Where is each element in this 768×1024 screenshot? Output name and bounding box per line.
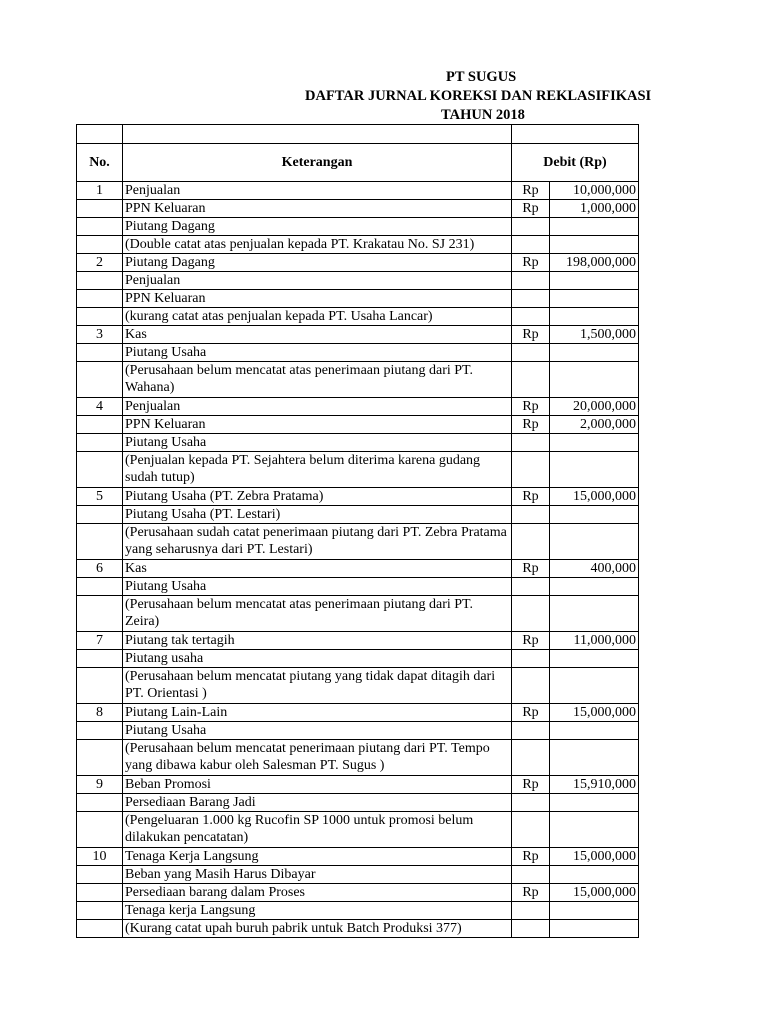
row-description: Piutang usaha: [123, 650, 512, 668]
table-row: [77, 740, 639, 776]
document-header: [0, 0, 768, 130]
row-description: Piutang Dagang: [123, 218, 512, 236]
row-amount: [550, 596, 639, 632]
table-row: [77, 794, 639, 812]
row-amount: [550, 794, 639, 812]
table-row: [77, 524, 639, 560]
row-number: 5: [77, 488, 123, 506]
journal-body: [77, 182, 639, 938]
row-number: [77, 452, 123, 488]
table-row: [77, 920, 639, 938]
table-row: [77, 866, 639, 884]
row-currency: [512, 578, 550, 596]
row-currency: [512, 290, 550, 308]
row-currency: Rp: [512, 398, 550, 416]
row-description: Piutang tak tertagih: [123, 632, 512, 650]
row-description: Penjualan: [123, 398, 512, 416]
row-description: (Pengeluaran 1.000 kg Rucofin SP 1000 untuk promosi belum dilakukan pencatatan): [123, 812, 512, 848]
row-number: [77, 416, 123, 434]
row-amount: 15,000,000: [550, 884, 639, 902]
row-amount: 10,000,000: [550, 182, 639, 200]
table-row: [77, 254, 639, 272]
row-number: [77, 290, 123, 308]
row-number: [77, 650, 123, 668]
row-number: [77, 236, 123, 254]
row-number: [77, 812, 123, 848]
row-amount: 1,000,000: [550, 200, 639, 218]
row-currency: [512, 236, 550, 254]
row-description: Piutang Usaha: [123, 578, 512, 596]
row-number: 9: [77, 776, 123, 794]
document-year: TAHUN 2018: [441, 107, 525, 123]
row-number: [77, 506, 123, 524]
row-description: (Penjualan kepada PT. Sejahtera belum diterima karena gudang sudah tutup): [123, 452, 512, 488]
row-amount: [550, 362, 639, 398]
row-currency: [512, 650, 550, 668]
row-currency: Rp: [512, 488, 550, 506]
col-header-no: No.: [77, 144, 123, 182]
table-row: [77, 236, 639, 254]
row-currency: [512, 344, 550, 362]
row-amount: 11,000,000: [550, 632, 639, 650]
blank-row: [77, 125, 639, 144]
company-name: PT SUGUS: [446, 69, 517, 85]
row-description: Tenaga kerja Langsung: [123, 902, 512, 920]
table-row: [77, 812, 639, 848]
row-amount: [550, 236, 639, 254]
table-row: [77, 650, 639, 668]
row-currency: [512, 506, 550, 524]
row-amount: [550, 668, 639, 704]
table-row: [77, 560, 639, 578]
table-header-row: [77, 144, 639, 182]
row-currency: Rp: [512, 632, 550, 650]
row-number: [77, 902, 123, 920]
row-currency: Rp: [512, 200, 550, 218]
row-description: Persediaan Barang Jadi: [123, 794, 512, 812]
row-number: [77, 920, 123, 938]
row-currency: Rp: [512, 326, 550, 344]
row-amount: 20,000,000: [550, 398, 639, 416]
row-currency: Rp: [512, 884, 550, 902]
row-currency: [512, 308, 550, 326]
row-currency: [512, 362, 550, 398]
row-amount: [550, 866, 639, 884]
row-amount: [550, 308, 639, 326]
row-description: PPN Keluaran: [123, 290, 512, 308]
row-description: Kas: [123, 560, 512, 578]
row-currency: [512, 812, 550, 848]
row-number: [77, 578, 123, 596]
row-description: PPN Keluaran: [123, 200, 512, 218]
row-currency: [512, 596, 550, 632]
row-currency: [512, 866, 550, 884]
row-number: [77, 434, 123, 452]
table-row: [77, 902, 639, 920]
row-number: 3: [77, 326, 123, 344]
table-row: [77, 344, 639, 362]
row-number: [77, 308, 123, 326]
row-amount: [550, 524, 639, 560]
table-row: [77, 290, 639, 308]
row-number: [77, 668, 123, 704]
table-row: [77, 596, 639, 632]
row-description: PPN Keluaran: [123, 416, 512, 434]
table-row: [77, 272, 639, 290]
row-amount: [550, 650, 639, 668]
table-row: [77, 308, 639, 326]
row-currency: Rp: [512, 704, 550, 722]
row-number: [77, 272, 123, 290]
table-row: [77, 632, 639, 650]
row-amount: 1,500,000: [550, 326, 639, 344]
row-currency: Rp: [512, 848, 550, 866]
row-description: Kas: [123, 326, 512, 344]
table-row: [77, 416, 639, 434]
row-amount: [550, 452, 639, 488]
row-description: Piutang Dagang: [123, 254, 512, 272]
row-description: Penjualan: [123, 182, 512, 200]
row-description: (kurang catat atas penjualan kepada PT. Usaha Lancar): [123, 308, 512, 326]
row-description: (Perusahaan sudah catat penerimaan piutang dari PT. Zebra Pratama yang seharusnya dari PT. Lestari): [123, 524, 512, 560]
table-row: [77, 182, 639, 200]
row-amount: [550, 434, 639, 452]
row-currency: [512, 524, 550, 560]
row-number: [77, 362, 123, 398]
row-amount: [550, 506, 639, 524]
row-currency: [512, 920, 550, 938]
row-amount: 15,000,000: [550, 488, 639, 506]
row-description: (Perusahaan belum mencatat penerimaan piutang dari PT. Tempo yang dibawa kabur oleh Salesman PT. Sugus ): [123, 740, 512, 776]
table-row: [77, 218, 639, 236]
row-number: [77, 200, 123, 218]
row-amount: 2,000,000: [550, 416, 639, 434]
row-number: [77, 794, 123, 812]
row-amount: [550, 344, 639, 362]
table-row: [77, 704, 639, 722]
table-row: [77, 776, 639, 794]
col-header-keterangan: Keterangan: [123, 144, 512, 182]
table-row: [77, 884, 639, 902]
row-number: 8: [77, 704, 123, 722]
table-row: [77, 200, 639, 218]
table-row: [77, 488, 639, 506]
row-amount: 15,000,000: [550, 704, 639, 722]
row-amount: [550, 272, 639, 290]
row-currency: [512, 434, 550, 452]
row-number: 7: [77, 632, 123, 650]
journal-table: [76, 124, 639, 938]
row-currency: [512, 272, 550, 290]
table-row: [77, 398, 639, 416]
row-number: 4: [77, 398, 123, 416]
table-row: [77, 722, 639, 740]
row-number: 6: [77, 560, 123, 578]
row-amount: [550, 740, 639, 776]
row-amount: [550, 290, 639, 308]
row-currency: [512, 218, 550, 236]
table-row: [77, 668, 639, 704]
row-currency: [512, 722, 550, 740]
row-description: Piutang Usaha: [123, 344, 512, 362]
table-row: [77, 434, 639, 452]
row-amount: 15,000,000: [550, 848, 639, 866]
row-number: [77, 722, 123, 740]
table-row: [77, 452, 639, 488]
row-currency: Rp: [512, 560, 550, 578]
table-row: [77, 326, 639, 344]
row-number: [77, 344, 123, 362]
row-number: 2: [77, 254, 123, 272]
row-number: 10: [77, 848, 123, 866]
row-description: Penjualan: [123, 272, 512, 290]
row-currency: [512, 668, 550, 704]
row-number: [77, 740, 123, 776]
row-amount: [550, 812, 639, 848]
row-description: Beban Promosi: [123, 776, 512, 794]
row-description: Piutang Usaha: [123, 434, 512, 452]
row-currency: [512, 740, 550, 776]
document-title: DAFTAR JURNAL KOREKSI DAN REKLASIFIKASI: [305, 88, 652, 104]
row-description: (Perusahaan belum mencatat atas penerimaan piutang dari PT. Zeira): [123, 596, 512, 632]
row-amount: 15,910,000: [550, 776, 639, 794]
row-currency: Rp: [512, 254, 550, 272]
table-row: [77, 362, 639, 398]
row-amount: [550, 902, 639, 920]
row-amount: [550, 722, 639, 740]
row-amount: 400,000: [550, 560, 639, 578]
row-currency: [512, 794, 550, 812]
row-description: (Perusahaan belum mencatat atas penerimaan piutang dari PT. Wahana): [123, 362, 512, 398]
row-description: (Kurang catat upah buruh pabrik untuk Batch Produksi 377): [123, 920, 512, 938]
row-number: [77, 596, 123, 632]
row-number: [77, 884, 123, 902]
col-header-debit: Debit (Rp): [512, 144, 639, 182]
table-row: [77, 578, 639, 596]
table-row: [77, 848, 639, 866]
row-description: Piutang Usaha: [123, 722, 512, 740]
row-description: Tenaga Kerja Langsung: [123, 848, 512, 866]
row-description: Piutang Lain-Lain: [123, 704, 512, 722]
row-currency: Rp: [512, 416, 550, 434]
row-description: (Perusahaan belum mencatat piutang yang tidak dapat ditagih dari PT. Orientasi ): [123, 668, 512, 704]
row-currency: [512, 902, 550, 920]
row-amount: [550, 920, 639, 938]
row-number: [77, 866, 123, 884]
row-number: 1: [77, 182, 123, 200]
row-description: Persediaan barang dalam Proses: [123, 884, 512, 902]
row-description: Beban yang Masih Harus Dibayar: [123, 866, 512, 884]
row-description: Piutang Usaha (PT. Zebra Pratama): [123, 488, 512, 506]
row-currency: [512, 452, 550, 488]
row-currency: Rp: [512, 776, 550, 794]
row-amount: [550, 218, 639, 236]
row-number: [77, 218, 123, 236]
row-description: (Double catat atas penjualan kepada PT. Krakatau No. SJ 231): [123, 236, 512, 254]
row-description: Piutang Usaha (PT. Lestari): [123, 506, 512, 524]
row-amount: [550, 578, 639, 596]
row-number: [77, 524, 123, 560]
table-row: [77, 506, 639, 524]
row-amount: 198,000,000: [550, 254, 639, 272]
row-currency: Rp: [512, 182, 550, 200]
